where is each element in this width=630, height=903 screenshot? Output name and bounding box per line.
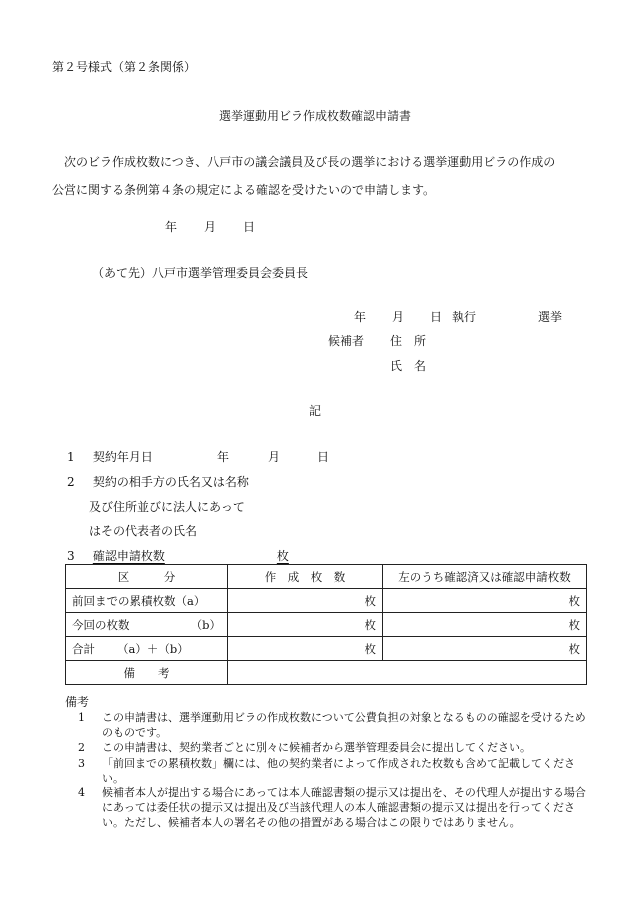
item-1-year: 年 [217, 450, 230, 464]
candidate-address-label: 住 所 [390, 334, 427, 348]
election-year-label: 年 [354, 310, 367, 324]
item-contractor [67, 473, 249, 490]
ki-heading: 記 [308, 404, 321, 418]
addressee: （あて先）八戸市選挙管理委員会委員長 [92, 266, 309, 280]
row-total-confirmed[interactable]: 枚 [383, 637, 587, 661]
election-month-label: 月 [392, 310, 405, 324]
election-day-label: 日 [430, 310, 443, 324]
note-item: 1 この申請書は、選挙運動用ビラの作成枚数について公費負担の対象となるものの確認を受けるためのものです。 [78, 711, 586, 739]
intro-paragraph [52, 148, 597, 204]
item-3-label: 確認申請枚数 [92, 549, 165, 563]
item-2-line-1: 契約の相手方の氏名又は名称 [92, 475, 249, 489]
row-total-label: 合計 （a）＋（b） [66, 637, 228, 661]
header-confirmed-count: 左のうち確認済又は確認申請枚数 [383, 565, 587, 589]
table-row [66, 613, 587, 637]
item-3-number: 3 [67, 549, 75, 563]
item-2-line-3: はその代表者の氏名 [89, 524, 198, 538]
date-day-label: 日 [243, 220, 256, 234]
table-header-row [66, 565, 587, 589]
candidate-name-label: 氏 名 [390, 359, 427, 373]
item-3-unit: 枚 [276, 549, 289, 563]
notes-heading: 備考 [65, 695, 90, 709]
row-current-created[interactable]: 枚 [228, 613, 383, 637]
item-1-number: 1 [67, 450, 75, 464]
election-type-label: 選挙 [538, 310, 563, 324]
item-requested-count [67, 547, 289, 564]
date-month-label: 月 [204, 220, 217, 234]
header-category: 区 分 [66, 565, 228, 589]
row-cumulative-created[interactable]: 枚 [228, 589, 383, 613]
election-held-label: 執行 [452, 310, 477, 324]
document-title: 選挙運動用ビラ作成枚数確認申請書 [218, 109, 411, 123]
table-row-remarks [66, 661, 587, 685]
intro-line-2: 公営に関する条例第４条の規定による確認を受けたいので申請します。 [52, 183, 436, 197]
table-row [66, 589, 587, 613]
count-table [65, 564, 587, 685]
form-number: 第２号様式（第２条関係） [52, 60, 197, 74]
item-contract-date [67, 448, 330, 465]
intro-line-1: 次のビラ作成枚数につき、八戸市の議会議員及び長の選挙における選挙運動用ビラの作成の [64, 155, 556, 169]
header-created-count: 作 成 枚 数 [228, 565, 383, 589]
row-current-label: 今回の枚数 （b） [66, 613, 228, 637]
note-item: 2 この申請書は、契約業者ごとに別々に候補者から選挙管理委員会に提出してください。 [78, 741, 531, 754]
remarks-label: 備 考 [66, 661, 228, 685]
remarks-field[interactable] [228, 661, 587, 685]
row-total-created[interactable]: 枚 [228, 637, 383, 661]
note-item: 4 候補者本人が提出する場合にあっては本人確認書類の提示又は提出を、その代理人が提出する場合にあっては委任状の提示又は提出及び当該代理人の本人確認書類の提示又は提出を行ってください。ただし、候補者本人の署名その他の措置がある場合はこの限りではありません。 [78, 786, 586, 829]
row-current-confirmed[interactable]: 枚 [383, 613, 587, 637]
item-1-label: 契約年月日 [92, 450, 153, 464]
item-1-day: 日 [317, 450, 330, 464]
table-row [66, 637, 587, 661]
row-cumulative-confirmed[interactable]: 枚 [383, 589, 587, 613]
date-year-label: 年 [165, 220, 178, 234]
item-1-month: 月 [268, 450, 281, 464]
item-2-line-2: 及び住所並びに法人にあって [89, 500, 245, 514]
item-3-underlined-field [93, 549, 289, 563]
item-2-number: 2 [67, 475, 75, 489]
note-item: 3 「前回までの累積枚数」欄には、他の契約業者によって作成された枚数も含めて記載してください。 [78, 757, 575, 785]
candidate-label: 候補者 [328, 334, 365, 348]
row-cumulative-label: 前回までの累積枚数（a） [66, 589, 228, 613]
